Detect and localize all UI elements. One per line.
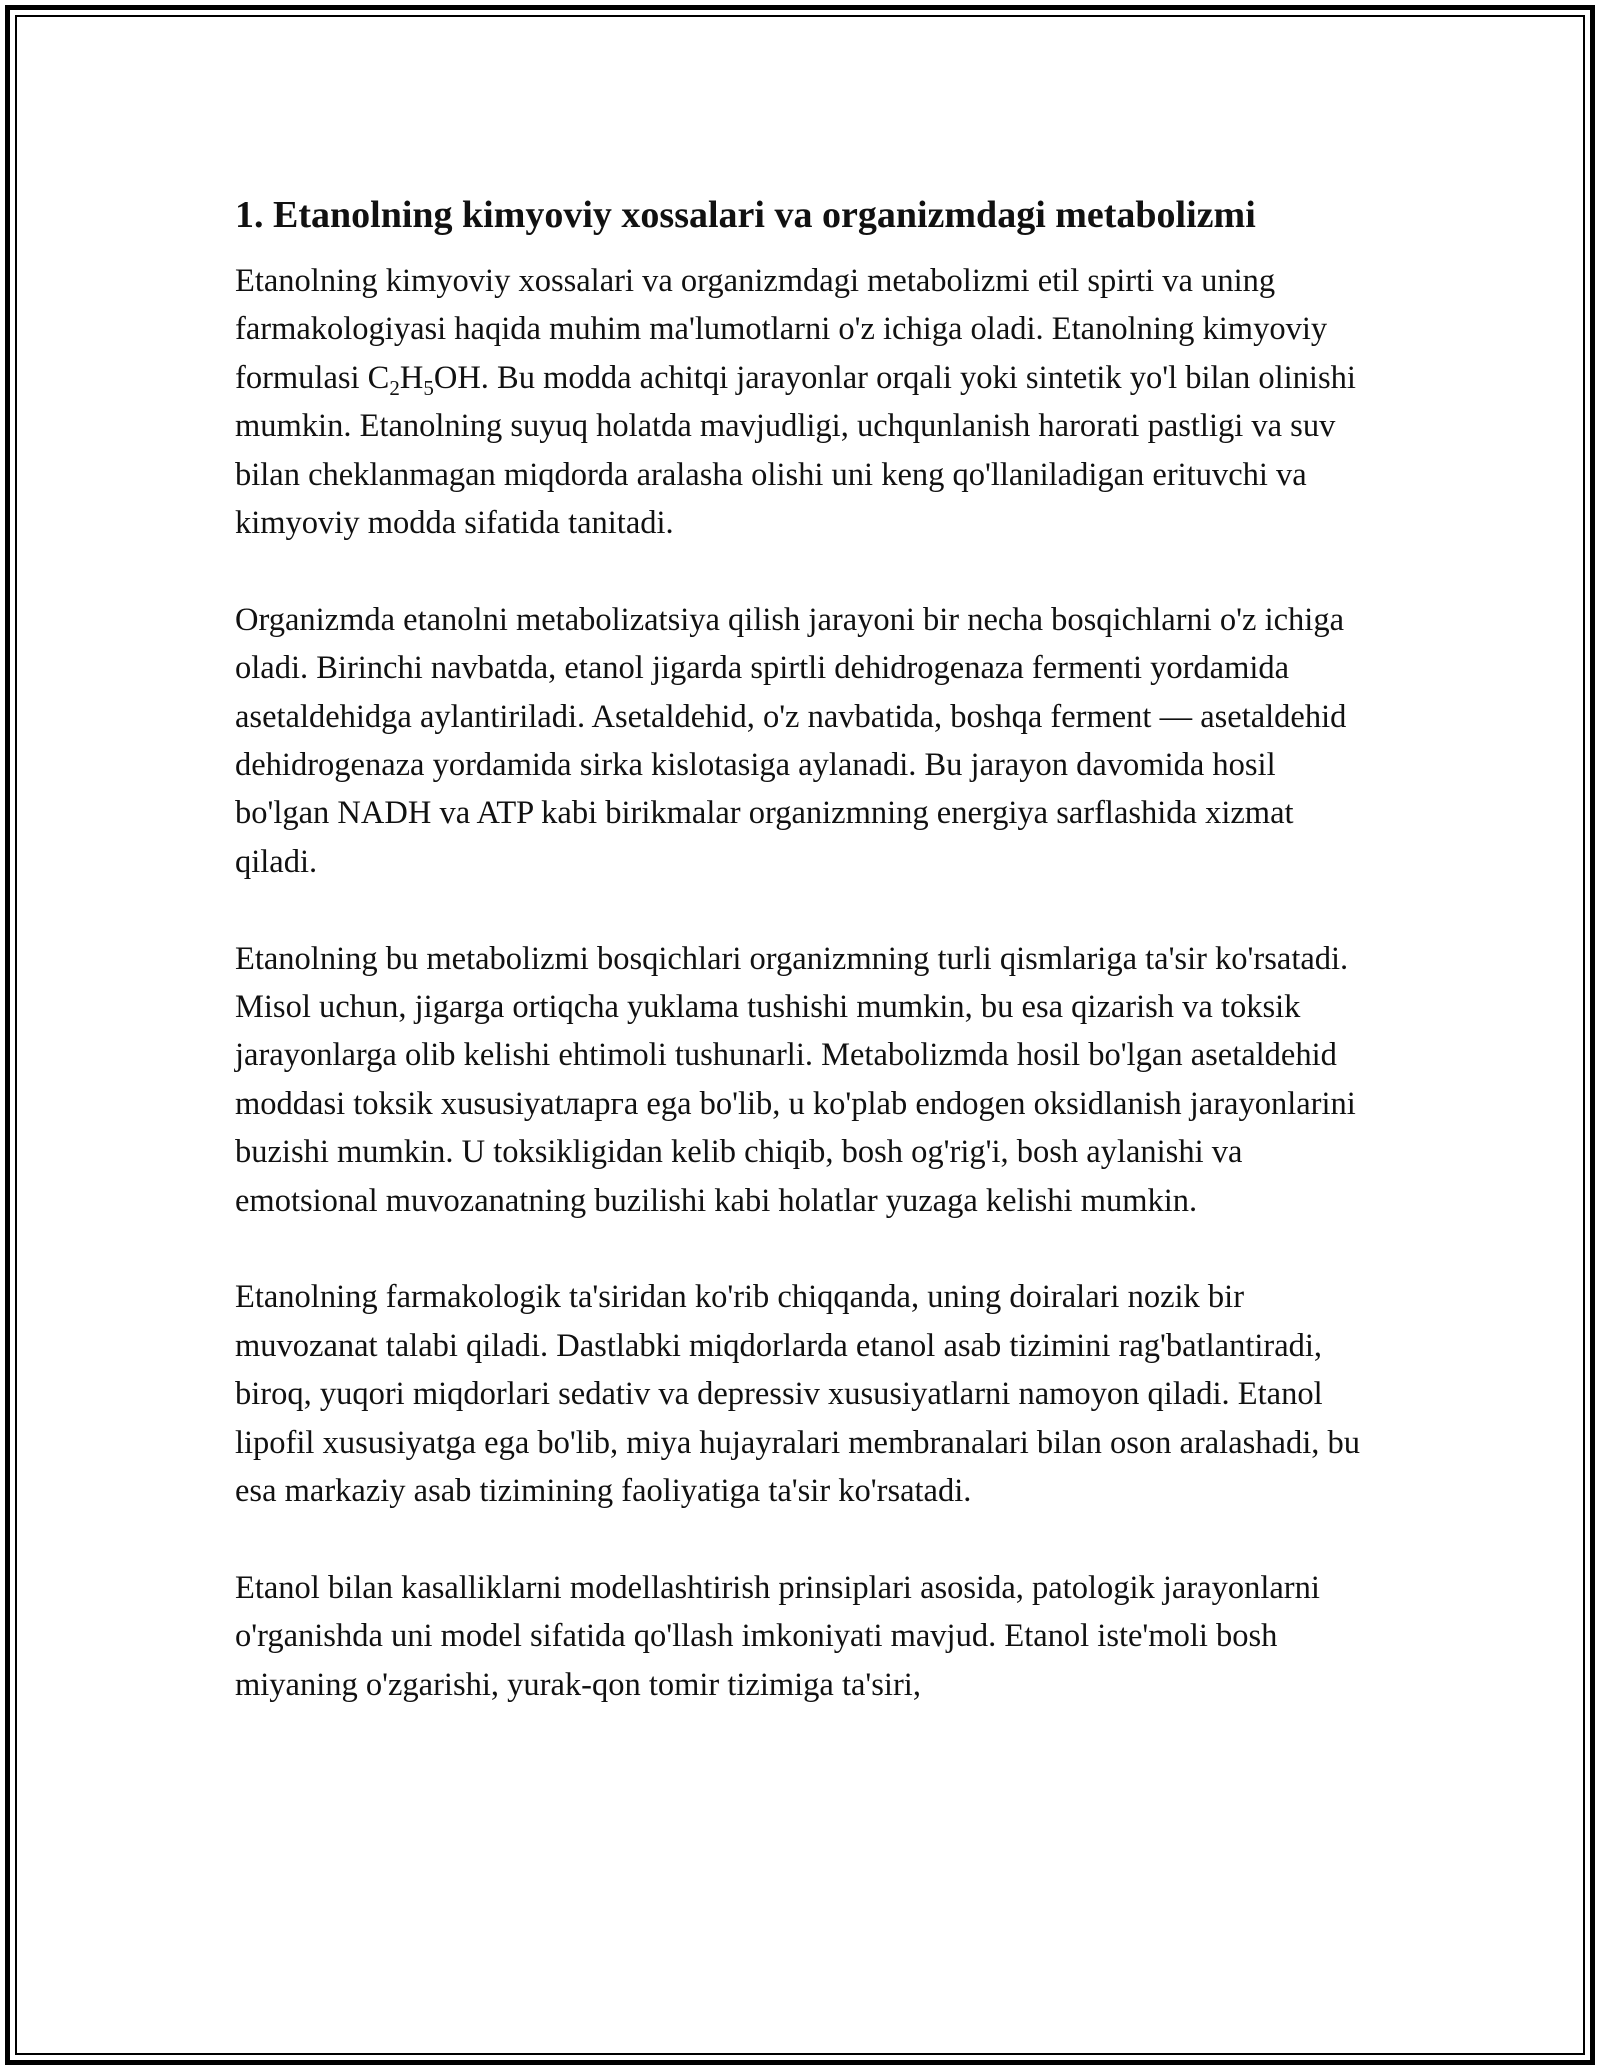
paragraph-2: Organizmda etanolni metabolizatsiya qilish jarayoni bir necha bosqichlarni o'z ichiga oladi. Birinchi navbatda, etanol jigarda spirtli dehidrogenaza fermenti yordamida asetaldehidga aylantiriladi. Asetaldehid, o'z navbatida, boshqa ferment — asetaldehid dehidrogenaza yordamida sirka kislotasiga aylanadi. Bu jarayon davomida hosil bo'lgan NADH va ATP kabi birikmalar organizmning energiya sarflashida xizmat qiladi. — [235, 601, 1347, 880]
paragraph-4: Etanolning farmakologik ta'siridan ko'rib chiqqanda, uning doiralari nozik bir muvozanat talabi qiladi. Dastlabki miqdorlarda etanol asab tizimini rag'batlantiradi, biroq, yuqori miqdorlari sedativ va depressiv xususiyatlarni namoyon qiladi. Etanol lipofil xususiyatga ega bo'lib, miya hujayralari membranalari bilan oson aralashadi, bu esa markaziy asab tizimining faoliyatiga ta'sir ko'rsatadi. — [235, 1279, 1360, 1510]
paragraph-1-text-c: OH. Bu modda achitqi jarayonlar orqali yoki sintetik yo'l bilan olinishi mumkin. Etanolning suyuq holatda mavjudligi, uchqunlanish harorati pastligi va suv bilan cheklanmagan miqdorda aralasha olishi uni keng qo'llaniladigan erituvchi va kimyoviy modda sifatida tanitadi. — [235, 359, 1356, 542]
paragraph-5: Etanol bilan kasalliklarni modellashtirish prinsiplari asosida, patologik jarayonlarni o'rganishda uni model sifatida qo'llash imkoniyati mavjud. Etanol iste'moli bosh miyaning o'zgarishi, yurak-qon tomir tizimiga ta'siri, — [235, 1569, 1320, 1703]
paragraph-1 — [235, 257, 1375, 547]
subscript-2: 2 — [389, 375, 400, 400]
paragraph-1-text-a: Etanolning kimyoviy xossalari va organizmdagi metabolizmi etil spirti va uning farmakologiyasi haqida muhim ma'lumotlarni o'z ichiga oladi. Etanolning kimyoviy formulasi C — [235, 263, 1328, 396]
section-heading: 1. Etanolning kimyoviy xossalari va organizmdagi metabolizmi — [235, 194, 1256, 236]
subscript-5: 5 — [423, 375, 434, 400]
document-body — [235, 185, 1375, 1758]
paragraph-1-text-b: H — [399, 359, 424, 396]
paragraph-3: Etanolning bu metabolizmi bosqichlari organizmning turli qismlariga ta'sir ko'rsatadi. Misol uchun, jigarga ortiqcha yuklama tushishi mumkin, bu esa qizarish va toksik jarayonlarga olib kelishi ehtimoli tushunarli. Metabolizmda hosil bo'lgan asetaldehid moddasi toksik xususiyatларга ega bo'lib, u ko'plab endogen oksidlanish jarayonlarini buzishi mumkin. U toksikligidan kelib chiqib, bosh og'rig'i, bosh aylanishi va emotsional muvozanatning buzilishi kabi holatlar yuzaga kelishi mumkin. — [235, 940, 1356, 1219]
